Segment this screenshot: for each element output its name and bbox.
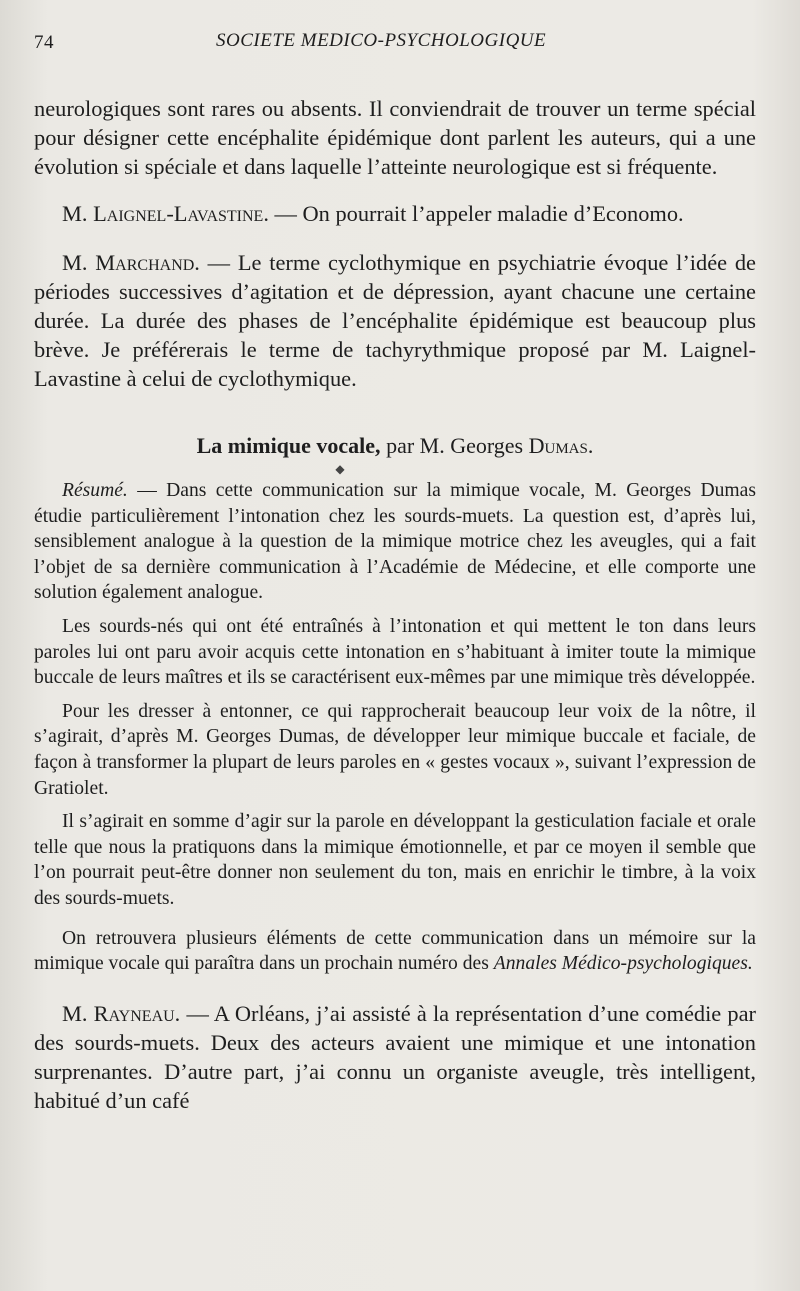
section-title-rest: par M. Georges (380, 433, 529, 458)
section-title-bold: La mimique vocale, (196, 433, 381, 458)
resume-label: Résumé. (62, 480, 128, 501)
speaker-name: M. Rayneau. (62, 1000, 181, 1026)
resume-paragraph: Les sourds-nés qui ont été entraînés à l’intonation et qui mettent le ton dans leurs paroles lui ont paru avoir acquis cette intonation en s’habituant à imiter toute la mimique buccale de leurs maîtres et ils se caractérisent eux-mêmes par une mimique très développée. (34, 615, 756, 689)
speaker-name: M. Laignel-Lavastine. (62, 201, 269, 226)
speaker-text: — A Orléans, j’ai assisté à la représentation d’une comédie par des sourds-muets. Deux des acteurs avaient une mimique et une intonation surprenantes. D’autre part, j’ai connu un organiste aveugle, très intelligent, habitué d’un café (34, 1000, 756, 1113)
journal-reference: Annales Médico-psychologiques. (493, 953, 753, 975)
section-title (34, 431, 756, 460)
resume-block (34, 478, 756, 977)
paragraph-rayneau (34, 999, 756, 1115)
resume-text: — Dans cette communication sur la mimique vocale, M. Georges Dumas étudie particulièrement l’intonation chez les sourds-muets. La question est, d’après lui, sensiblement analogue à la question de la mimique motrice chez les aveugles, qui a fait l’objet de sa dernière communication à l’Académie de Médecine, et elle comporte une solution également analogue. (34, 480, 756, 604)
speaker-text: — On pourrait l’appeler maladie d’Economo. (268, 201, 684, 226)
resume-paragraph (34, 478, 756, 606)
body-text (34, 94, 756, 478)
resume-text: On retrouvera plusieurs éléments de cette communication dans un mémoire sur la mimique vocale qui paraîtra dans un prochain numéro des (34, 927, 756, 975)
resume-paragraph: Il s’agirait en somme d’agir sur la parole en développant la gesticulation faciale et orale telle que nous la pratiquons dans la mimique émotionnelle, et par ce moyen il semble que l’on pourrait peut-être donner non seulement du ton, mais en enrichir le timbre, à la voix des sourds-muets. (34, 811, 756, 909)
paragraph-marchand (34, 248, 756, 393)
page-number: 74 (34, 32, 54, 53)
speaker-text: — Le terme cyclothymique en psychiatrie évoque l’idée de périodes successives d’agitation et de dépression, ayant chacune une certaine durée. La durée des phases de l’encéphalite épidémique est beaucoup plus brève. Je préférerais le terme de tachyrythmique proposé par M. Laignel-Lavastine à celui de cyclothymique. (34, 250, 756, 391)
running-head (34, 26, 756, 66)
section-author: Dumas. (528, 433, 594, 458)
ornament-mark: ◆ (335, 462, 345, 476)
journal-title: SOCIETE MEDICO-PSYCHOLOGIQUE (216, 30, 547, 51)
paragraph-laignel (34, 199, 756, 228)
resume-paragraph: Pour les dresser à entonner, ce qui rapprocherait beaucoup leur voix de la nôtre, il s’agirait, d’après M. Georges Dumas, de développer leur mimique buccale et faciale, de façon à transformer la plupart de leurs paroles en « gestes vocaux », suivant l’expression de Gratiolet. (34, 700, 756, 799)
paragraph-continuation: neurologiques sont rares ou absents. Il conviendrait de trouver un terme spécial pour désigner cette encéphalite épidémique dont parlent les auteurs, qui a une évolution si spéciale et dans laquelle l’atteinte neurologique est si fréquente. (34, 96, 756, 179)
closing-text (34, 999, 756, 1115)
speaker-name: M. Marchand. (62, 250, 200, 275)
resume-paragraph (34, 926, 756, 977)
